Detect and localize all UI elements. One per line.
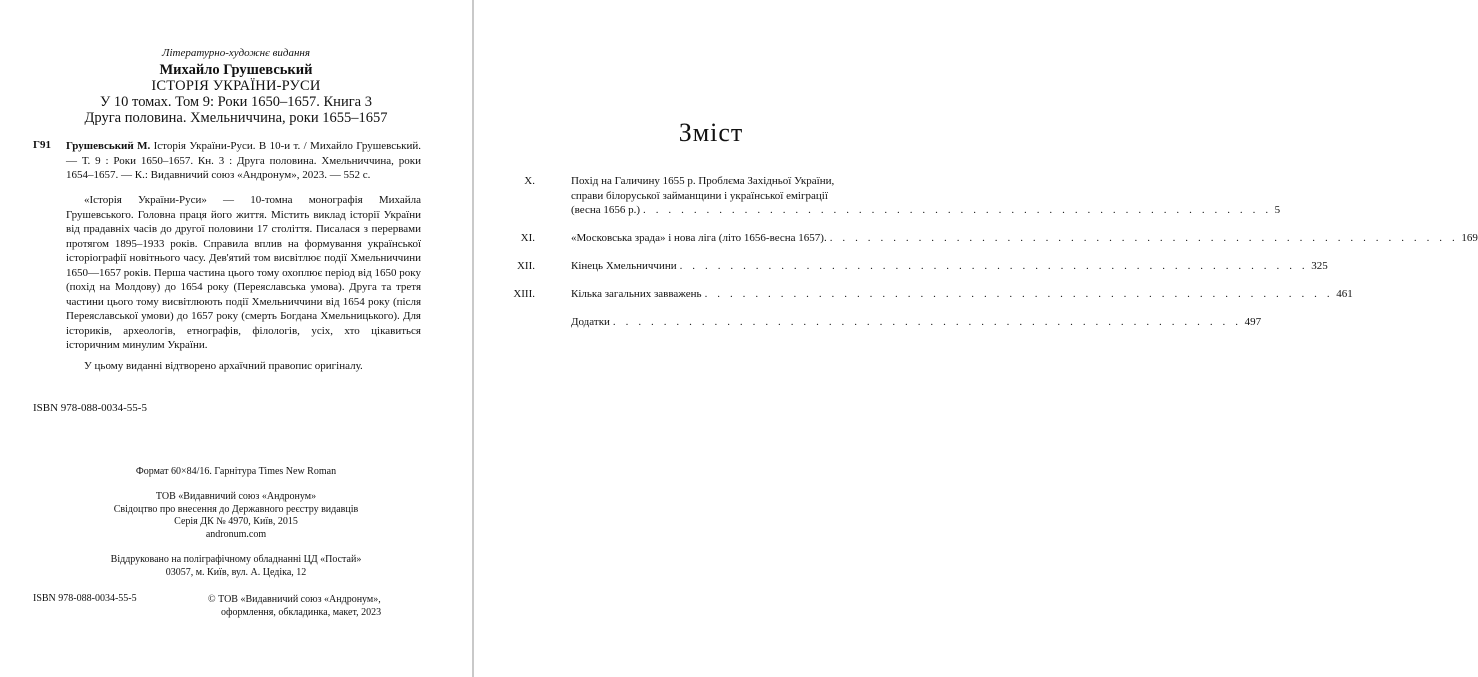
toc-leader-dots: . . . . . . . . . . . . . . . . . . . . . . . . . . . . . . . . . . . . . . . . . . . . . . . . . . [612, 316, 1242, 328]
toc-entry-title-line: Похід на Галичину 1655 р. Проблєма Західньої України, [571, 175, 835, 187]
printer-block [0, 554, 472, 579]
printer-line: Віддруковано на поліграфічному обладнанні ЦД «Постай» [110, 554, 362, 565]
annotation: «Історія України-Руси» — 10-томна монографія Михайла Грушевського. Головна праця його життя. Містить виклад історії України від прадавніх часів до другої половини 17 століття. Писалася з перервами протягом 1895–1933 років. Справила вплив на формування української історіографії новітнього часу. Дев'ятий том висвітлює події Хмельниччини 1650—1657 років. Перша частина цього тому охоплює період від 1650 року (похід на Молдову) до 1654 року (Переяславська умова). Друга та третя частини цього тому висвітлюють події Хмельниччини від 1654 року (після Переяславської умови) до 1657 року (смерть Богдана Хмельницького). Для істориків, археологів, етнографів, філологів, усіх, хто цікавиться історичним минулим України. [66, 194, 421, 351]
toc-page-number: 461 [1336, 288, 1353, 300]
udc-code: Г91 [33, 139, 51, 151]
printer-line: 03057, м. Київ, вул. А. Цедіка, 12 [165, 566, 307, 578]
spelling-note: У цьому виданні відтворено архаїчний правопис оригіналу. [84, 360, 363, 372]
toc-entry-title-line: Додатки [571, 316, 610, 328]
toc-leader-dots: . . . . . . . . . . . . . . . . . . . . . . . . . . . . . . . . . . . . . . . . . . . . . . . . . . [643, 204, 1272, 216]
format-line: Формат 60×84/16. Гарнітура Times New Roman [135, 466, 337, 477]
toc-leader-dots: . . . . . . . . . . . . . . . . . . . . . . . . . . . . . . . . . . . . . . . . . . . . . . . . . . [679, 260, 1309, 272]
toc-entry-body [571, 287, 1353, 302]
toc-page-number: 169 [1461, 232, 1478, 244]
toc-entry-number: XI. [520, 232, 535, 244]
toc-entry-body [571, 259, 1328, 274]
biblio-text: Історія України-Руси. В 10-и т. / Михайло Грушевський. — Т. 9 : Роки 1650–1657. Кн. 3 : Друга половина. Хмельниччина, роки 1654–1657. — К.: Видавничий союз «Андронум», 2023. — 552 с. [66, 140, 421, 181]
toc-entry-body [571, 174, 1281, 218]
toc-leader-dots: . . . . . . . . . . . . . . . . . . . . . . . . . . . . . . . . . . . . . . . . . . . . . . . . . . [829, 232, 1459, 244]
volume-info: У 10 томах. Том 9: Роки 1650–1657. Книга 3 [100, 94, 372, 110]
left-page [0, 0, 472, 677]
toc-entry-title-line: Кінець Хмельниччини [571, 260, 677, 272]
isbn-top: ISBN 978-088-0034-55-5 [33, 402, 147, 414]
book-subtitle: Друга половина. Хмельниччина, роки 1655–1657 [84, 110, 388, 126]
toc-title: Зміст [678, 118, 744, 147]
publisher-line: ТОВ «Видавничий союз «Андронум» [155, 491, 317, 502]
toc-entry-number: X. [524, 175, 535, 187]
toc-leader-dots: . . . . . . . . . . . . . . . . . . . . . . . . . . . . . . . . . . . . . . . . . . . . . . . . . . [704, 288, 1334, 300]
bibliographic-record [66, 139, 421, 183]
publisher-line: Свідоцтво про внесення до Державного реєстру видавців [113, 503, 359, 515]
toc-page-number: 5 [1274, 204, 1281, 216]
biblio-author: Грушевський М. [66, 140, 151, 152]
isbn-bottom: ISBN 978-088-0034-55-5 [33, 593, 137, 604]
toc-entry-body [571, 231, 1478, 246]
publisher-line: Серія ДК № 4970, Київ, 2015 [174, 516, 298, 527]
copyright-block [208, 593, 381, 619]
copyright-line: оформлення, обкладинка, макет, 2023 [221, 607, 382, 618]
book-title: ІСТОРІЯ УКРАЇНИ-РУСИ [151, 78, 321, 94]
table-of-contents [474, 0, 1478, 677]
copyright-line: © ТОВ «Видавничий союз «Андронум», [208, 594, 381, 605]
toc-entry-title-line: справи білоруської займанщини і української еміграції [571, 189, 828, 202]
toc-entry-title-line: «Московська зрада» і нова ліга (літо 1656-весна 1657). [571, 232, 827, 244]
series-label: Літературно-художнє видання [162, 47, 310, 59]
publisher-block [0, 491, 472, 541]
toc-entry-title-line: Кілька загальних завважень [571, 288, 702, 300]
publisher-line: andronum.com [205, 528, 267, 540]
toc-page-number: 497 [1244, 316, 1262, 328]
book-author: Михайло Грушевський [159, 62, 313, 78]
toc-entry-number: XII. [516, 260, 535, 272]
toc-entry-title-line: (весна 1656 р.) [571, 204, 641, 216]
toc-entry-number: XIII. [513, 288, 535, 300]
toc-page-number: 325 [1311, 260, 1328, 272]
toc-entry-body [571, 315, 1262, 330]
